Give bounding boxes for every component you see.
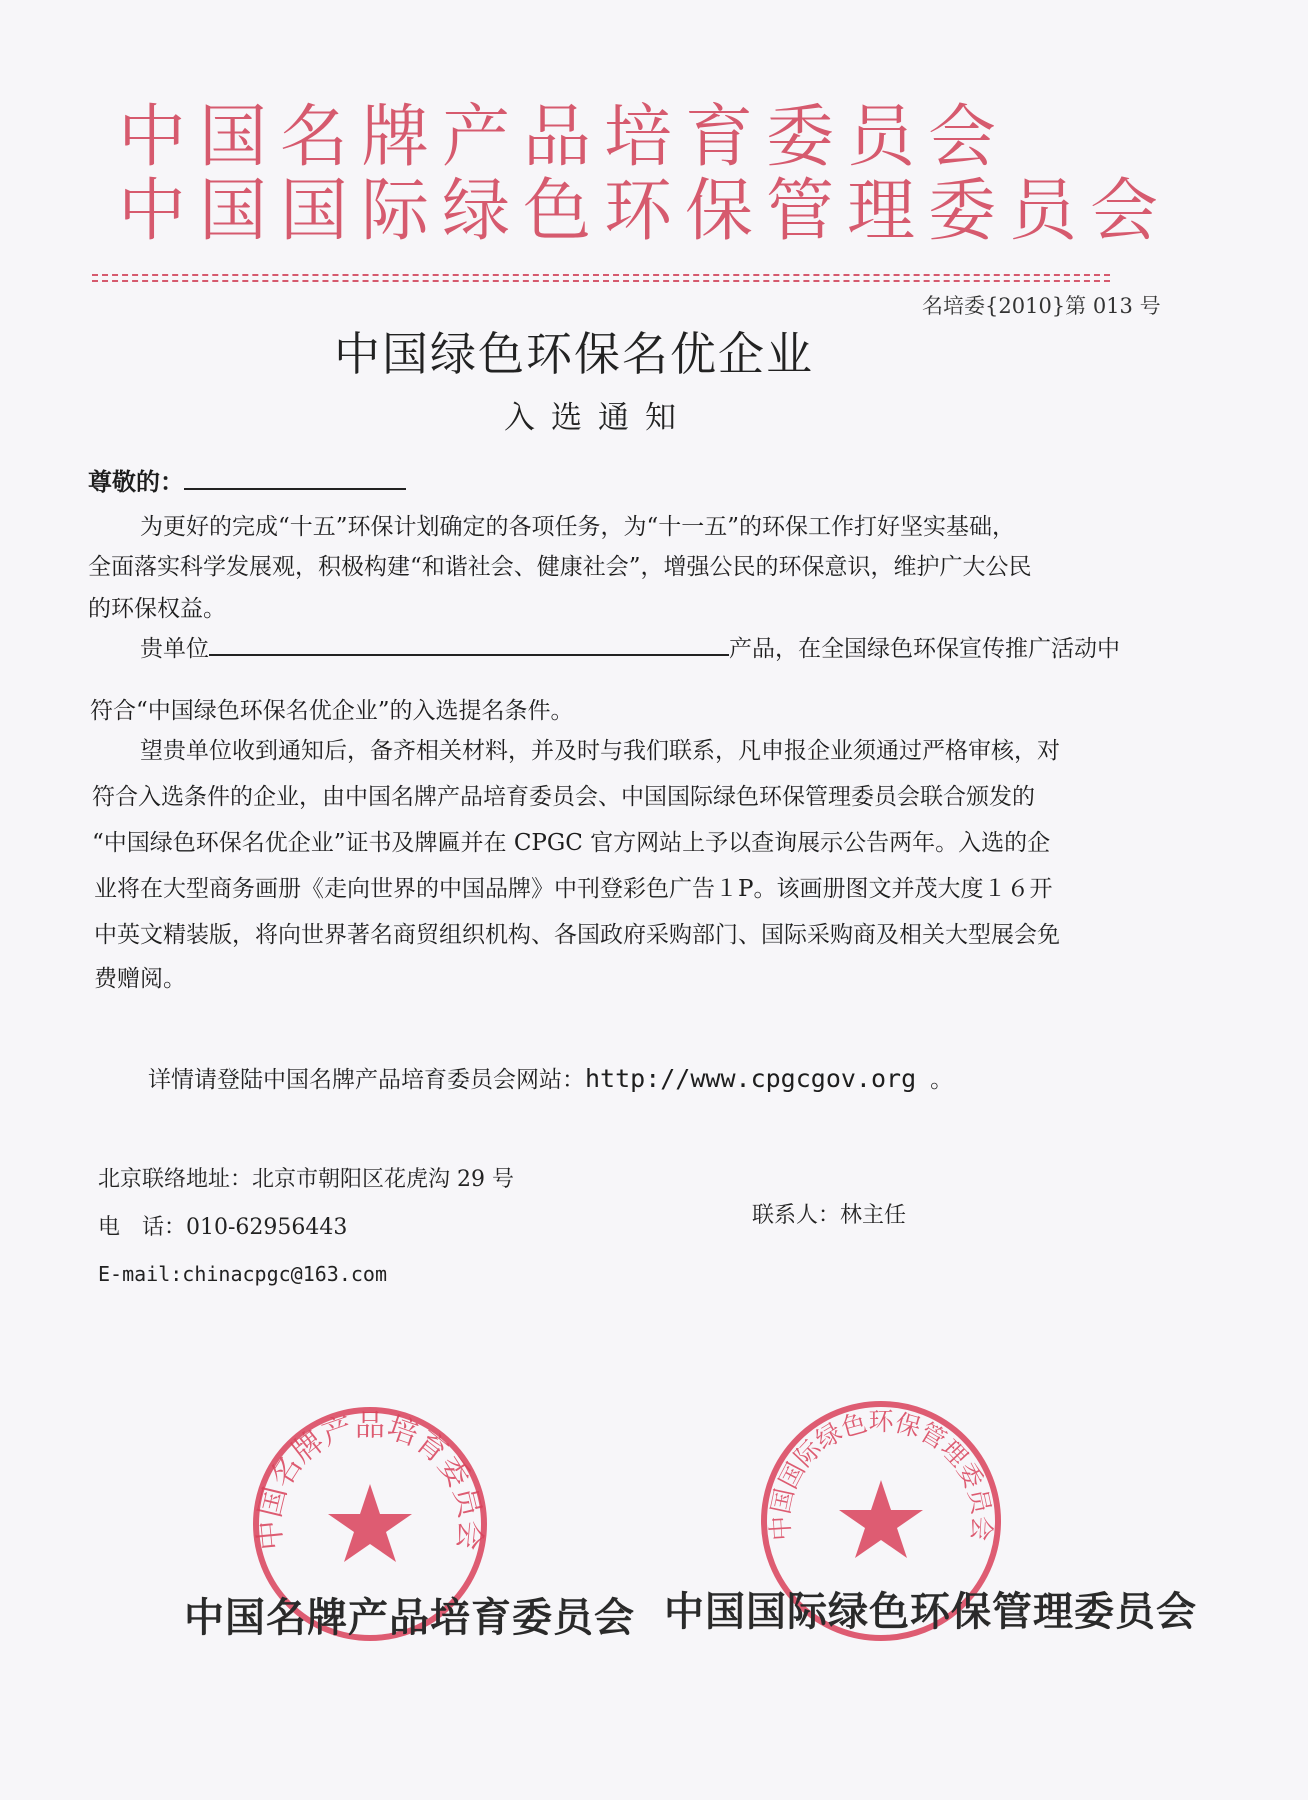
- website-line: [148, 1052, 953, 1107]
- signature-right: 中国国际绿色环保管理委员会: [664, 1589, 1197, 1635]
- paragraph-3-line-6: 费赠阅。: [94, 966, 186, 992]
- contact-address: 北京联络地址：北京市朝阳区花虎沟 29 号: [98, 1167, 514, 1192]
- paragraph-3-line-2: 符合入选条件的企业，由中国名牌产品培育委员会、中国国际绿色环保管理委员会联合颁发的: [92, 784, 1035, 810]
- unit-suffix: 产品，在全国绿色环保宣传推广活动中: [729, 636, 1120, 662]
- paragraph-3-line-5: 中英文精装版，将向世界著名商贸组织机构、各国政府采购部门、国际采购商及相关大型展会免: [94, 922, 1060, 948]
- paragraph-1-line-1: 为更好的完成“十五”环保计划确定的各项任务，为“十一五”的环保工作打好坚实基础，: [140, 514, 1016, 540]
- letterhead-rule-2: [92, 280, 1110, 282]
- salutation: [88, 462, 406, 497]
- paragraph-3-line-1: 望贵单位收到通知后，备齐相关材料，并及时与我们联系，凡申报企业须通过严格审核，对: [140, 738, 1060, 764]
- paragraph-1-line-3: 的环保权益。: [88, 596, 226, 622]
- notice-title: 中国绿色环保名优企业: [334, 327, 814, 381]
- paragraph-3-line-4: 业将在大型商务画册《走向世界的中国品牌》中刊登彩色广告１P。该画册图文并茂大度１６开: [94, 876, 1053, 902]
- paragraph-1-line-2: 全面落实科学发展观，积极构建“和谐社会、健康社会”，增强公民的环保意识，维护广大公民: [88, 554, 1032, 580]
- notice-subtitle: 入选通知: [504, 400, 692, 436]
- contact-email[interactable]: E-mail:chinacpgc@163.com: [98, 1262, 387, 1286]
- contact-person: 联系人：林主任: [752, 1203, 907, 1228]
- letterhead-line-2: 中国国际绿色环保管理委员会: [118, 172, 1172, 251]
- unit-prefix: 贵单位: [140, 636, 209, 662]
- right-seal-text: 中国国际绿色环保管理委员会: [765, 1407, 997, 1542]
- document-number: 名培委{2010}第 013 号: [922, 294, 1161, 318]
- letterhead-line-1: 中国名牌产品培育委员会: [118, 98, 1010, 177]
- letterhead-rule-1: [92, 274, 1110, 276]
- right-seal-star-icon: [839, 1480, 923, 1558]
- left-seal-star-icon: [328, 1484, 412, 1562]
- paragraph-2-line-1: [140, 620, 1120, 676]
- left-seal-text: 中国名牌产品培育委员会: [252, 1408, 488, 1552]
- salutation-label: 尊敬的：: [88, 468, 184, 496]
- paragraph-3-line-3: “中国绿色环保名优企业”证书及牌匾并在 CPGC 官方网站上予以查询展示公告两年。入选的企: [92, 830, 1051, 856]
- website-end: 。: [930, 1067, 954, 1093]
- website-link[interactable]: http://www.cpgcgov.org: [585, 1064, 917, 1093]
- signature-left: 中国名牌产品培育委员会: [184, 1595, 635, 1641]
- paragraph-2-line-2: 符合“中国绿色环保名优企业”的入选提名条件。: [90, 698, 574, 724]
- contact-phone: 电 话：010-62956443: [98, 1215, 348, 1240]
- product-blank: [209, 620, 729, 656]
- recipient-blank: [184, 488, 406, 490]
- website-label: 详情请登陆中国名牌产品培育委员会网站：: [148, 1067, 585, 1093]
